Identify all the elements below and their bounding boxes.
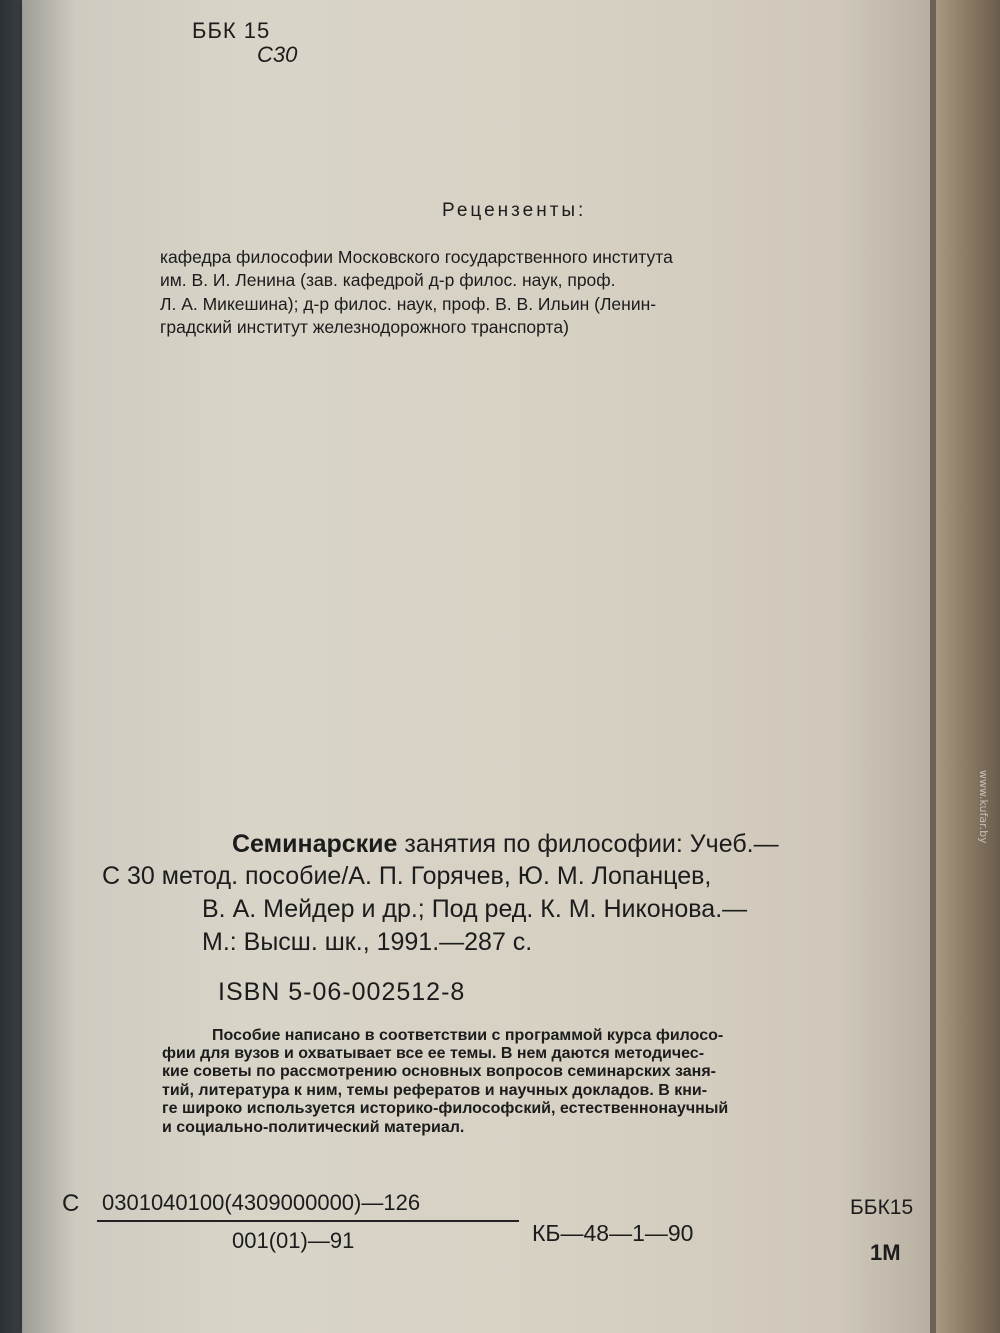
catalog-title: Семинарские — [232, 830, 398, 858]
isbn: ISBN 5-06-002512-8 — [218, 978, 466, 1006]
abstract-line: тий, литература к ним, темы рефератов и научных докладов. В кни- — [162, 1082, 708, 1099]
abstract-line: ге широко используется историко-философский, естественнонаучный — [162, 1100, 729, 1117]
reviewers-line: градский институт железнодорожного транспорта) — [160, 317, 569, 337]
abstract-line: фии для вузов и охватывает все ее темы. В нем даются методичес- — [162, 1045, 705, 1062]
catalog-line: С 30 метод. пособие/А. П. Горячев, Ю. М. Лопанцев, — [102, 862, 712, 890]
abstract-line: и социально-политический материал. — [162, 1119, 465, 1136]
catalog-line: В. А. Мейдер и др.; Под ред. К. М. Никонова.— — [202, 895, 748, 923]
catalog-line-rest: занятия по философии: Учеб.— — [397, 830, 779, 858]
footer-letter: С — [62, 1190, 80, 1217]
fraction-line — [97, 1220, 519, 1222]
abstract-line: кие советы по рассмотрению основных вопросов семинарских заня- — [162, 1063, 716, 1080]
catalog-line: М.: Высш. шк., 1991.—287 с. — [202, 928, 533, 956]
footer-kb-code: КБ—48—1—90 — [532, 1220, 694, 1246]
footer-code: 1М — [870, 1240, 901, 1265]
reviewers-line: кафедра философии Московского государственного института — [160, 247, 673, 267]
index-code: С30 — [257, 42, 298, 67]
bbk-code: ББК 15 — [192, 18, 271, 43]
catalog-line — [232, 830, 779, 859]
reviewers-title: Рецензенты: — [442, 200, 587, 221]
book-page — [22, 0, 930, 1333]
footer-denominator: 001(01)—91 — [232, 1228, 355, 1253]
footer-bbk: ББК15 — [850, 1196, 914, 1219]
reviewers-line: им. В. И. Ленина (зав. кафедрой д-р филос. наук, проф. — [160, 270, 616, 290]
page-edge — [930, 0, 936, 1333]
reviewers-line: Л. А. Микешина); д-р филос. наук, проф. В. В. Ильин (Ленин- — [160, 294, 657, 314]
abstract-line: Пособие написано в соответствии с программой курса филосо- — [212, 1027, 724, 1044]
footer-numerator: 0301040100(4309000000)—126 — [102, 1190, 421, 1215]
watermark: www.kufar.by — [977, 770, 990, 844]
